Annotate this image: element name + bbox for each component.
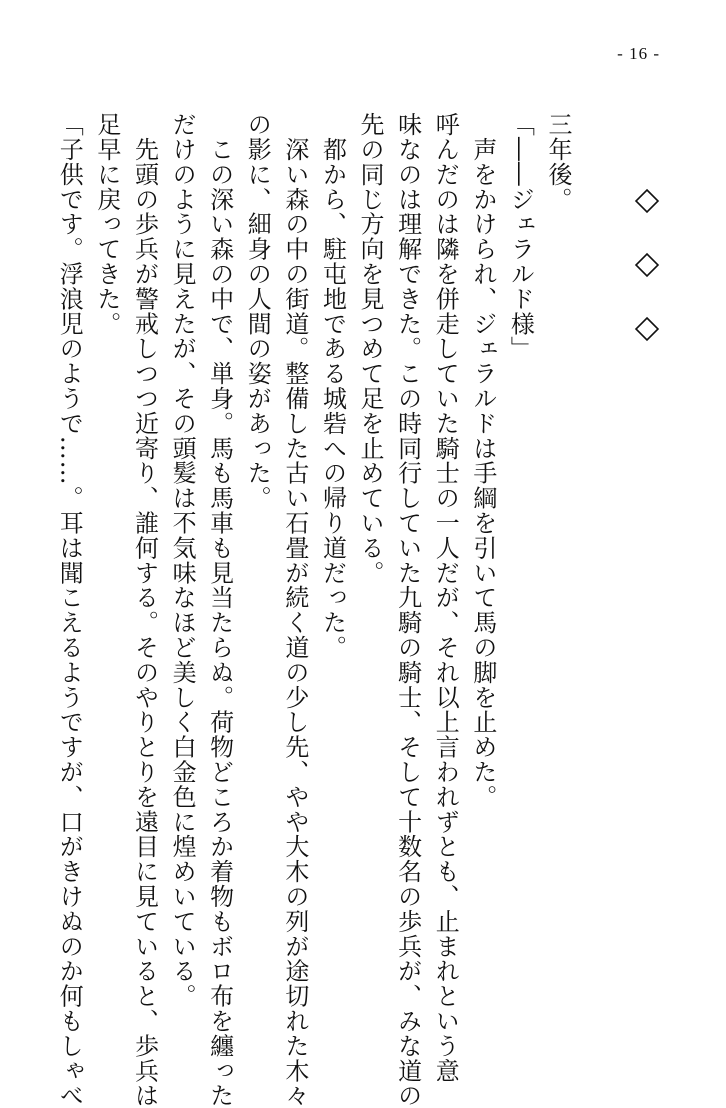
text-line: 「子供です。浮浪児のようで……。耳は聞こえるようですが、口がきけぬのか何もしゃべ xyxy=(55,112,84,1108)
text-line: 声をかけられ、ジェラルドは手綱を引いて馬の脚を止めた。 xyxy=(468,112,497,810)
scene-break-diamonds xyxy=(632,188,662,348)
text-line: 味なのは理解できた。この時同行していた九騎の騎士、そして十数名の歩兵が、みな道の xyxy=(393,112,422,1108)
text-line: 深い森の中の街道。整備した古い石畳が続く道の少し先、やや大木の列が途切れた木々 xyxy=(280,112,309,1108)
text-line: 呼んだのは隣を併走していた騎士の一人だが、それ以上言われずとも、止まれという意 xyxy=(431,112,460,1084)
text-line: 足早に戻ってきた。 xyxy=(92,112,121,337)
diamond-outline-icon xyxy=(636,318,658,340)
text-line: 先頭の歩兵が警戒しつつ近寄り、誰何する。そのやりとりを遠目に見ていると、歩兵は xyxy=(130,112,159,1108)
text-line: 「――ジェラルド様」 xyxy=(506,112,535,361)
text-line: 先の同じ方向を見つめて足を止めている。 xyxy=(356,112,385,586)
page-number: - 16 - xyxy=(617,44,660,63)
text-line: この深い森の中で、単身。馬も馬車も見当たらぬ。荷物どころか着物もボロ布を纏った xyxy=(205,112,234,1108)
scene-break xyxy=(632,188,662,348)
text-line: だけのように見えたが、その頭髪は不気味なほど美しく白金色に煌めいている。 xyxy=(168,112,197,1009)
diamond-outline-icon xyxy=(636,190,658,212)
text-line: の影に、細身の人間の姿があった。 xyxy=(243,112,272,511)
text-line: 都から、駐屯地である城砦への帰り道だった。 xyxy=(318,112,347,660)
text-line: 三年後。 xyxy=(544,112,572,212)
body-text xyxy=(50,112,576,1108)
diamond-outline-icon xyxy=(636,254,658,276)
